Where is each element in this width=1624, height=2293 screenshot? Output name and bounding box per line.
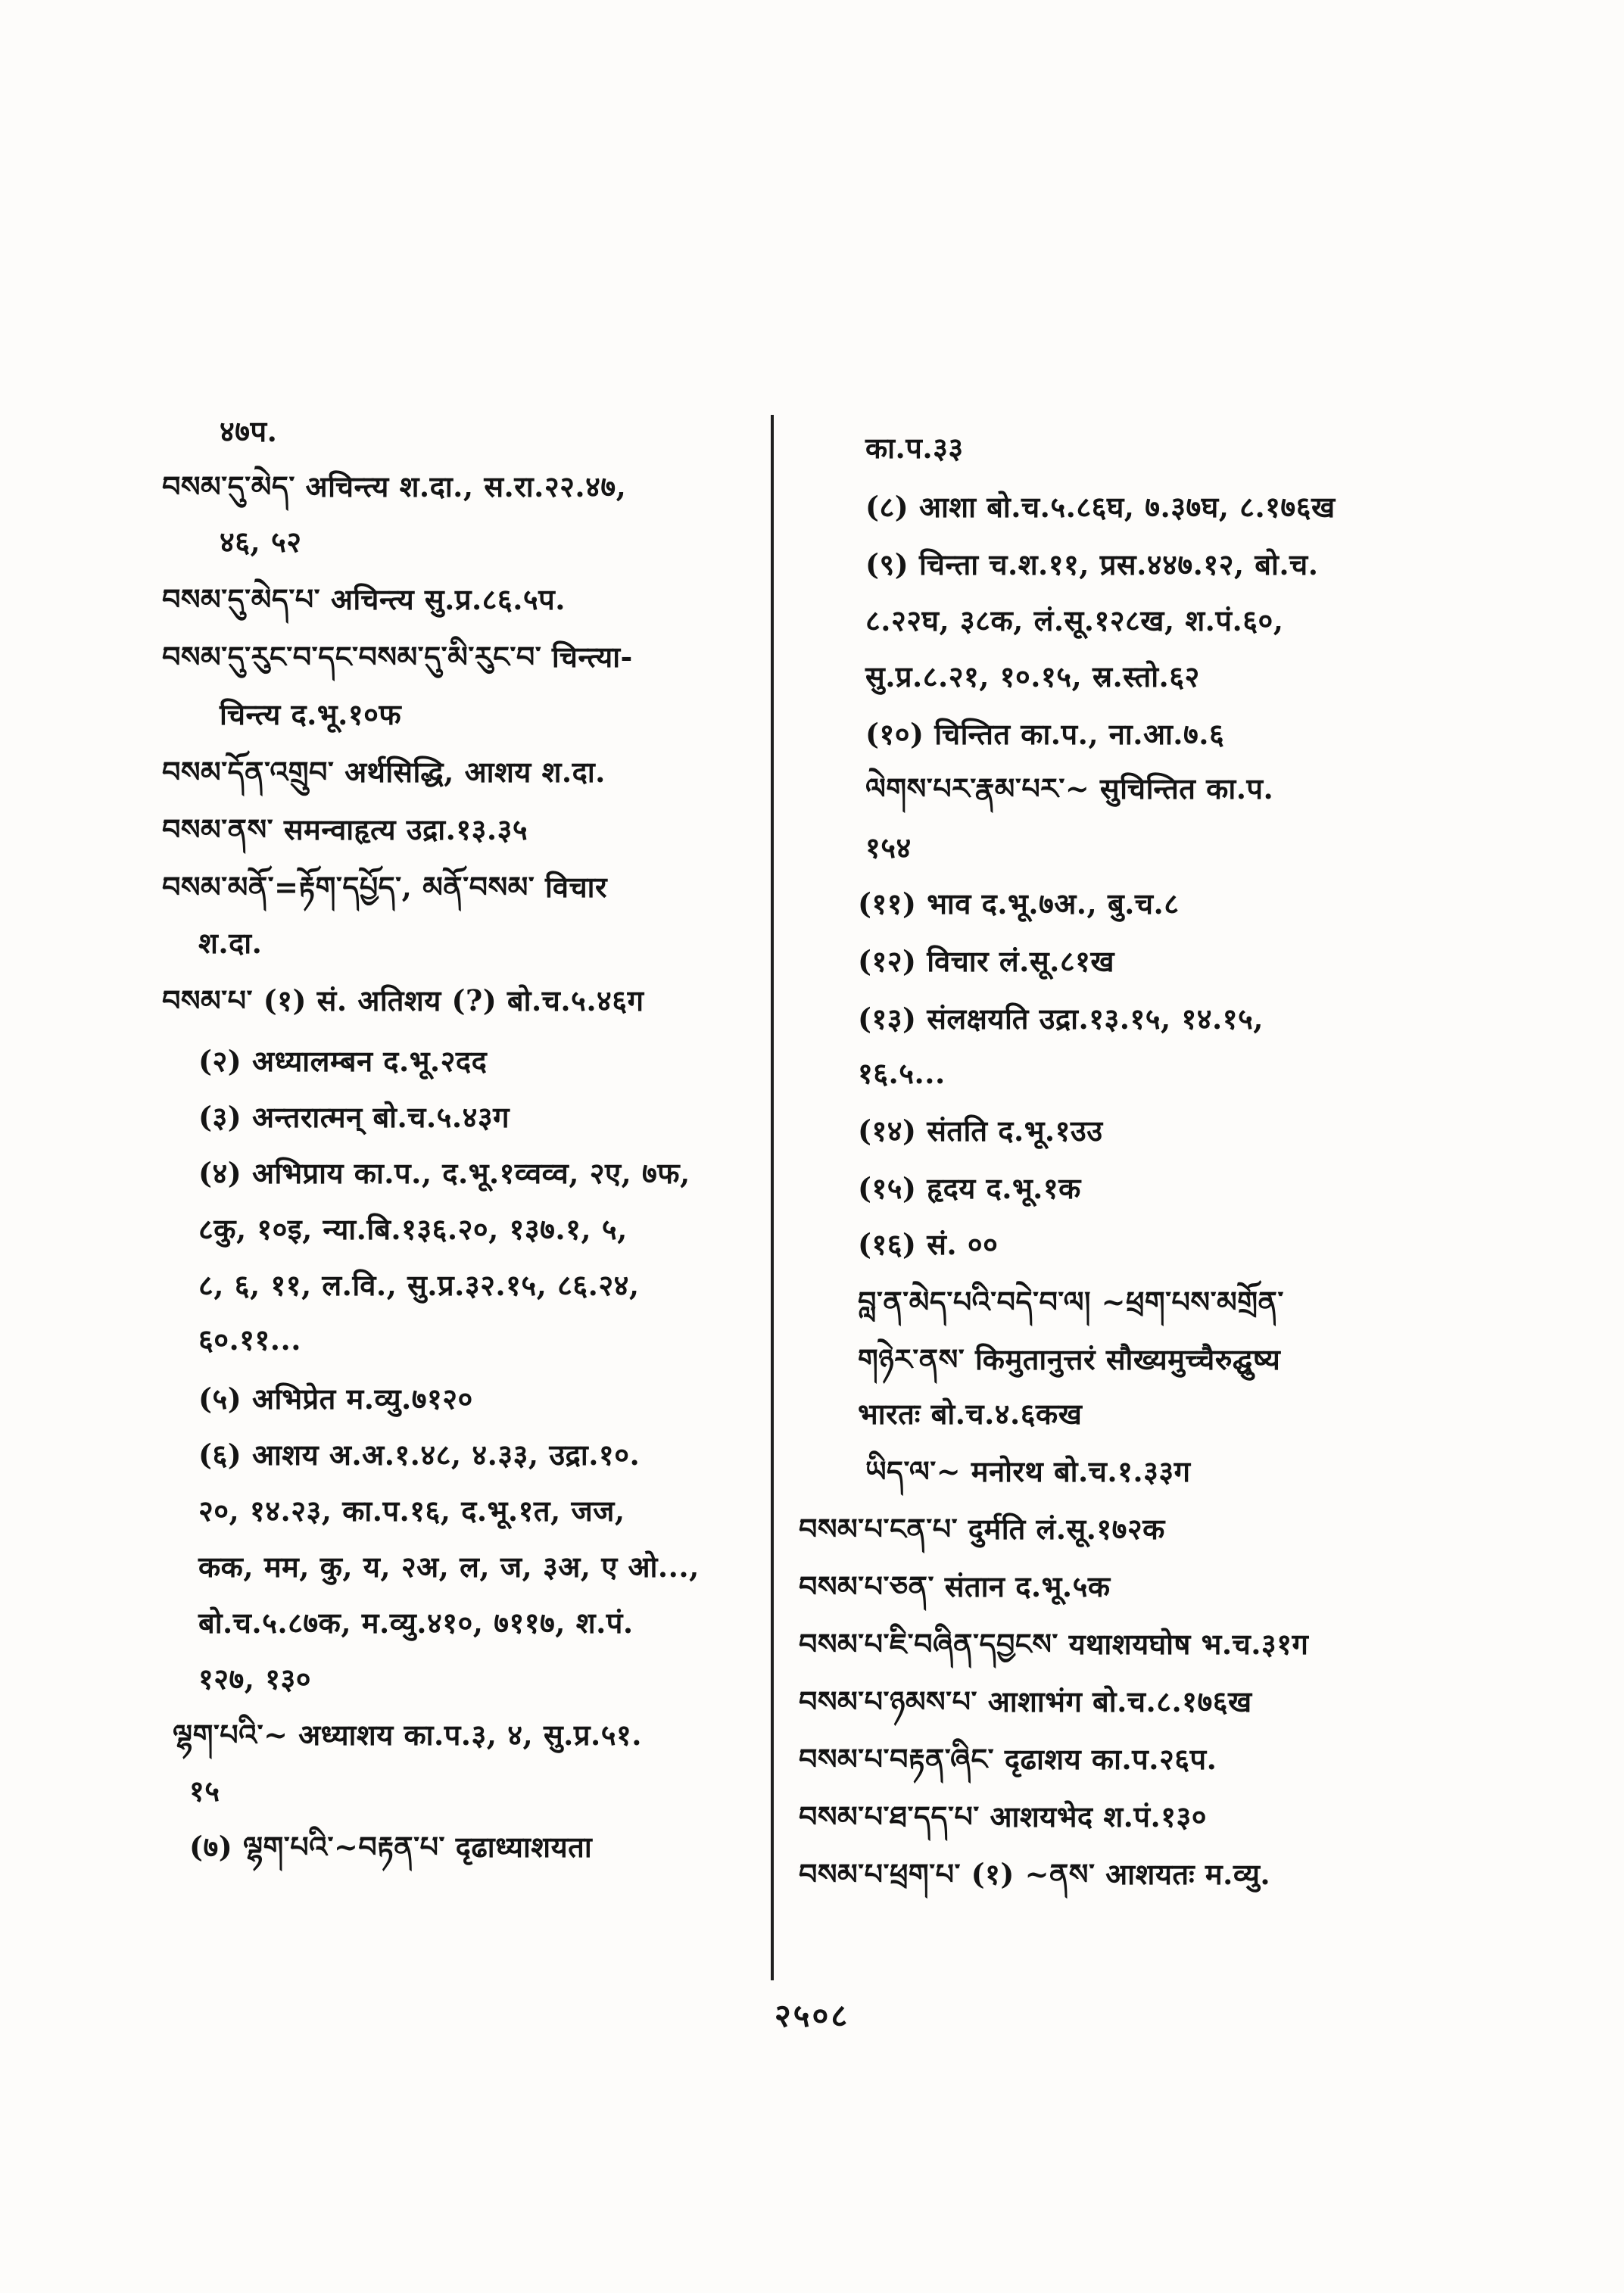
entry-line: १२७, १३० [198, 1662, 312, 1696]
entry-line: (९) चिन्ता च.श.११, प्रस.४४७.१२, बो.च. [865, 547, 1319, 581]
entry-line: (१६) सं. ०० [858, 1227, 999, 1261]
entry-line: भारतः बो.च.४.६कख [858, 1397, 1083, 1431]
entry-line: ८कु, १०इ, न्या.बि.१३६.२०, १३७.१, ५, [198, 1212, 628, 1246]
entry-line: བསམ་པ་ཉམས་པ་ आशाभंग बो.च.८.१७६ख [799, 1684, 1252, 1718]
entry-line: (३) अन्तरात्मन् बो.च.५.४३ग [198, 1100, 510, 1134]
entry-line: (१२) विचार लं.सू.८१ख [858, 944, 1114, 978]
entry-line: १६.५... [858, 1056, 946, 1090]
entry-line: १५ [189, 1774, 220, 1808]
entry-line: བསམ་པ་ཐ་དད་པ་ आशयभेद श.पं.१३० [799, 1799, 1207, 1833]
entry-line: ८.२२घ, ३८क, लं.सू.१२८ख, श.पं.६०, [865, 603, 1284, 637]
entry-line: བསམ་པ་ (१) सं. अतिशय (?) बो.च.५.४६ग [162, 983, 644, 1017]
entry-line: (१३) संलक्षयति उद्रा.१३.१५, १४.१५, [858, 1002, 1264, 1036]
entry-line: ४६, ५२ [220, 525, 302, 559]
entry-line: བསམ་ནས་ समन्वाहृत्य उद्रा.१३.३५ [162, 812, 528, 846]
entry-line: बो.च.५.८७क, म.व्यु.४१०, ७११७, श.पं. [198, 1606, 634, 1640]
entry-line: (४) अभिप्राय का.प., द.भू.१व्वव्व, २ए, ७फ, [198, 1156, 690, 1190]
entry-line: सु.प्र.८.२१, १०.१५, स्र.स्तो.६२ [865, 659, 1200, 693]
entry-line: (८) आशा बो.च.५.८६घ, ७.३७घ, ८.१७६ख [865, 490, 1336, 524]
entry-line: བསམ་པ་ཅན་ संतान द.भू.५क [799, 1569, 1111, 1603]
entry-line: བསམ་དུ་མེད་ अचिन्त्य श.दा., स.रा.२२.४७, [162, 469, 627, 503]
column-divider [771, 415, 774, 1980]
entry-line: བསམ་དོན་འགྲུབ་ अर्थसिद्धि, आशय श.दा. [162, 755, 606, 789]
entry-line: कक, मम, कु, य, २अ, ल, ज, ३अ, ए ओ..., [198, 1550, 700, 1584]
entry-line: བསམ་དུ་མེད་པ་ अचिन्त्य सु.प्र.८६.५प. [162, 582, 566, 616]
entry-line: གཉེར་ནས་ किमुतानुत्तरं सौख्यमुच्चैरुद्घुष्य [858, 1342, 1281, 1376]
entry-line: चिन्त्य द.भू.१०फ [220, 697, 402, 731]
entry-line: བླ་ན་མེད་པའི་བདེ་བ་ལ། ~ཕྲག་པས་མགྲོན་ [858, 1285, 1284, 1319]
entry-line: (६) आशय अ.अ.१.४८, ४.३३, उद्रा.१०. [198, 1438, 641, 1472]
entry-line: (११) भाव द.भू.७अ., बु.च.८ [858, 886, 1180, 921]
entry-line: ཡིད་ལ་~ मनोरथ बो.च.१.३३ग [865, 1454, 1191, 1488]
entry-line: བསམ་དུ་རུང་བ་དང་བསམ་དུ་མི་རུང་བ་ चिन्त्या- [162, 640, 633, 674]
entry-line: ८, ६, ११, ल.वि., सु.प्र.३२.१५, ८६.२४, [198, 1268, 640, 1302]
page-number: २५०८ [774, 1997, 850, 2034]
entry-line: (२) अध्यालम्बन द.भू.२दद [198, 1044, 488, 1078]
entry-line: ४७प. [220, 414, 278, 448]
entry-line: (१०) चिन्तित का.प., ना.आ.७.६ [865, 717, 1225, 751]
entry-line: २०, १४.२३, का.प.१६, द.भू.१त, जज, [198, 1494, 625, 1528]
entry-line: (१४) संतति द.भू.१उउ [858, 1114, 1103, 1148]
entry-line: ལྷག་པའི་~ अध्याशय का.प.३, ४, सु.प्र.५१. [173, 1718, 642, 1752]
entry-line: (५) अभिप्रेत म.व्यु.७१२० [198, 1382, 473, 1416]
entry-line: བསམ་པ་ཇི་བཞིན་དབྱངས་ यथाशयघोष भ.च.३१ग [799, 1627, 1309, 1661]
entry-line: བསམ་པ་བརྟན་ཞིང་ दृढाशय का.प.२६प. [799, 1742, 1217, 1776]
entry-line: का.प.३३ [865, 431, 964, 465]
entry-line: ལེགས་པར་རྣམ་པར་~ सुचिन्तित का.प. [865, 771, 1274, 805]
entry-line: ६०.११... [198, 1323, 301, 1357]
entry-line: (१५) हृदय द.भू.१क [858, 1171, 1081, 1205]
entry-line: བསམ་པ་ངན་པ་ दुर्मति लं.सू.१७२क [799, 1512, 1165, 1546]
entry-line: (७) ལྷག་པའི་~བརྟན་པ་ दृढाध्याशयता [189, 1830, 593, 1864]
entry-line: བསམ་པ་ཕྲག་པ་ (१) ~ནས་ आशयतः म.व्यु. [799, 1857, 1271, 1891]
entry-line: १५४ [865, 830, 912, 865]
entry-line: श.दा. [198, 926, 263, 960]
entry-line: བསམ་མནོ་=རྟོག་དཔྱོད་, མནོ་བསམ་ विचार [162, 870, 608, 904]
